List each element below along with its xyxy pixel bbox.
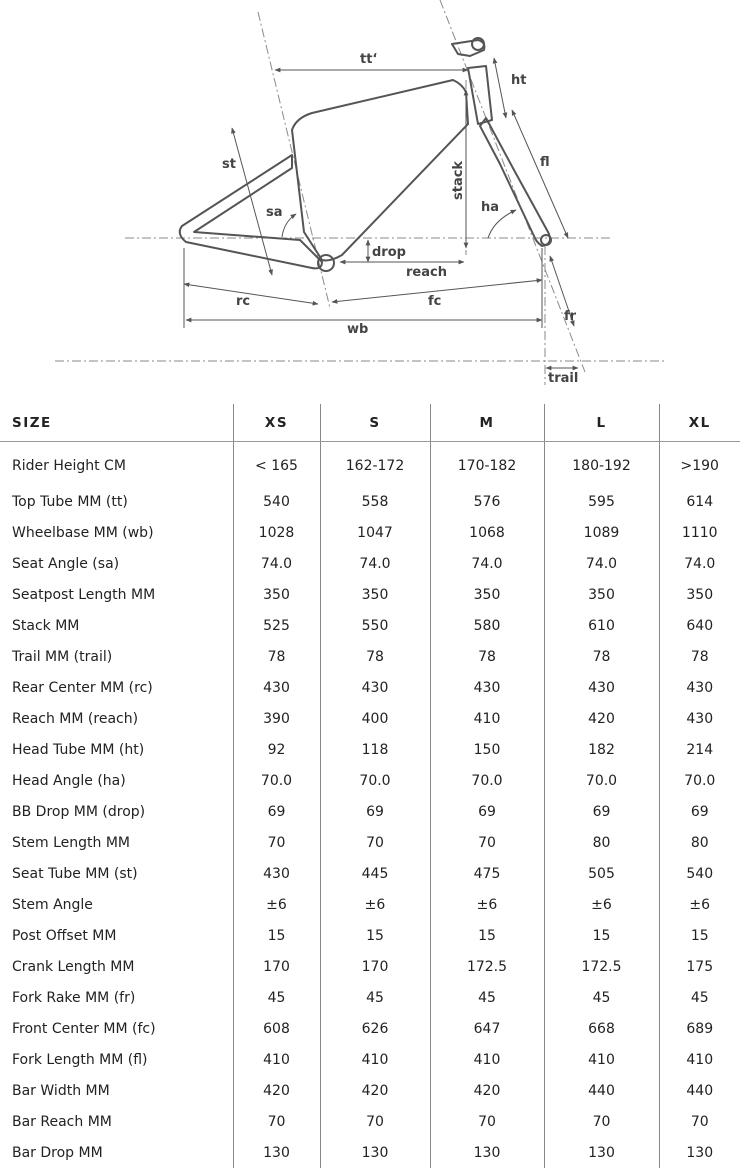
- row-label: Head Angle (ha): [0, 765, 233, 796]
- table-cell: 580: [430, 610, 544, 641]
- table-row: [0, 442, 740, 487]
- row-label: Bar Reach MM: [0, 1106, 233, 1137]
- table-cell: 170-182: [430, 442, 544, 487]
- row-label: Front Center MM (fc): [0, 1013, 233, 1044]
- stem: [452, 40, 484, 56]
- table-cell: 430: [659, 672, 740, 703]
- geometry-table-body: [0, 442, 740, 1168]
- table-cell: 390: [233, 703, 320, 734]
- table-row: [0, 765, 740, 796]
- table-cell: 15: [320, 920, 430, 951]
- table-cell: 420: [320, 1075, 430, 1106]
- row-label: Top Tube MM (tt): [0, 486, 233, 517]
- table-cell: 410: [320, 1044, 430, 1075]
- table-cell: 610: [544, 610, 659, 641]
- table-cell: 74.0: [544, 548, 659, 579]
- fc-label: fc: [428, 294, 441, 309]
- table-cell: 350: [544, 579, 659, 610]
- table-cell: 45: [233, 982, 320, 1013]
- table-cell: 150: [430, 734, 544, 765]
- table-cell: 80: [659, 827, 740, 858]
- table-cell: 668: [544, 1013, 659, 1044]
- table-cell: 180-192: [544, 442, 659, 487]
- stack-label: stack: [451, 161, 466, 200]
- table-cell: 45: [659, 982, 740, 1013]
- table-cell: 70: [233, 1106, 320, 1137]
- table-cell: 74.0: [659, 548, 740, 579]
- table-cell: 70.0: [233, 765, 320, 796]
- table-cell: 1110: [659, 517, 740, 548]
- table-cell: 15: [233, 920, 320, 951]
- table-cell: 214: [659, 734, 740, 765]
- row-label: Stem Angle: [0, 889, 233, 920]
- table-cell: 350: [320, 579, 430, 610]
- table-row: [0, 1013, 740, 1044]
- fl-label: fl: [540, 155, 550, 170]
- table-cell: 130: [659, 1137, 740, 1168]
- table-cell: 1047: [320, 517, 430, 548]
- table-row: [0, 703, 740, 734]
- rc-label: rc: [236, 294, 250, 309]
- table-cell: 45: [320, 982, 430, 1013]
- table-cell: >190: [659, 442, 740, 487]
- row-label: Reach MM (reach): [0, 703, 233, 734]
- size-m-header: M: [430, 404, 544, 442]
- table-cell: 595: [544, 486, 659, 517]
- row-label: Trail MM (trail): [0, 641, 233, 672]
- table-row: [0, 1075, 740, 1106]
- table-cell: 130: [233, 1137, 320, 1168]
- size-xs-header: XS: [233, 404, 320, 442]
- table-cell: 70.0: [544, 765, 659, 796]
- table-cell: 420: [544, 703, 659, 734]
- table-cell: 475: [430, 858, 544, 889]
- table-cell: 420: [430, 1075, 544, 1106]
- row-label: Bar Drop MM: [0, 1137, 233, 1168]
- table-cell: 505: [544, 858, 659, 889]
- table-cell: 15: [544, 920, 659, 951]
- table-cell: 525: [233, 610, 320, 641]
- row-label: Seatpost Length MM: [0, 579, 233, 610]
- table-cell: 350: [659, 579, 740, 610]
- table-cell: 74.0: [320, 548, 430, 579]
- row-label: Seat Angle (sa): [0, 548, 233, 579]
- row-label: BB Drop MM (drop): [0, 796, 233, 827]
- row-label: Seat Tube MM (st): [0, 858, 233, 889]
- table-cell: 182: [544, 734, 659, 765]
- trail-label: trail: [548, 371, 578, 386]
- table-cell: 430: [544, 672, 659, 703]
- table-cell: 410: [544, 1044, 659, 1075]
- row-label: Stack MM: [0, 610, 233, 641]
- table-cell: 410: [233, 1044, 320, 1075]
- table-cell: 45: [430, 982, 544, 1013]
- table-cell: 430: [233, 672, 320, 703]
- table-cell: 162-172: [320, 442, 430, 487]
- table-cell: 647: [430, 1013, 544, 1044]
- table-cell: 69: [659, 796, 740, 827]
- main-triangle: [292, 80, 468, 260]
- rc-dim-line: [184, 284, 318, 304]
- table-cell: 410: [659, 1044, 740, 1075]
- table-row: [0, 579, 740, 610]
- ht-label: ht: [511, 73, 526, 88]
- table-cell: 540: [659, 858, 740, 889]
- table-cell: 558: [320, 486, 430, 517]
- sa-label: sa: [266, 205, 283, 220]
- table-cell: 70: [320, 827, 430, 858]
- table-cell: 445: [320, 858, 430, 889]
- table-cell: 430: [320, 672, 430, 703]
- table-cell: 70: [430, 1106, 544, 1137]
- dimension-lines: [184, 58, 578, 368]
- table-cell: 440: [659, 1075, 740, 1106]
- table-row: [0, 920, 740, 951]
- row-label: Fork Length MM (fl): [0, 1044, 233, 1075]
- table-cell: 350: [233, 579, 320, 610]
- table-cell: 69: [430, 796, 544, 827]
- table-cell: 410: [430, 703, 544, 734]
- table-row: [0, 858, 740, 889]
- table-cell: 70: [233, 827, 320, 858]
- table-cell: 78: [544, 641, 659, 672]
- table-cell: 640: [659, 610, 740, 641]
- table-cell: 92: [233, 734, 320, 765]
- size-header: SIZE: [0, 404, 233, 442]
- table-cell: 614: [659, 486, 740, 517]
- table-row: [0, 1044, 740, 1075]
- size-l-header: L: [544, 404, 659, 442]
- geometry-diagram: [0, 0, 748, 400]
- table-row: [0, 796, 740, 827]
- reach-label: reach: [406, 265, 447, 280]
- head-tube: [468, 66, 492, 124]
- row-label: Crank Length MM: [0, 951, 233, 982]
- table-cell: 70: [544, 1106, 659, 1137]
- fr-label: fr: [564, 309, 577, 324]
- table-cell: 69: [320, 796, 430, 827]
- table-cell: 70: [320, 1106, 430, 1137]
- table-cell: 175: [659, 951, 740, 982]
- table-row: [0, 486, 740, 517]
- table-cell: 70: [430, 827, 544, 858]
- table-cell: 430: [659, 703, 740, 734]
- table-cell: 74.0: [233, 548, 320, 579]
- size-header-row: [0, 404, 740, 442]
- table-cell: 540: [233, 486, 320, 517]
- table-cell: ±6: [233, 889, 320, 920]
- table-cell: 1068: [430, 517, 544, 548]
- row-label: Fork Rake MM (fr): [0, 982, 233, 1013]
- table-cell: 130: [544, 1137, 659, 1168]
- table-cell: 78: [233, 641, 320, 672]
- table-cell: 430: [233, 858, 320, 889]
- row-label: Wheelbase MM (wb): [0, 517, 233, 548]
- table-cell: 74.0: [430, 548, 544, 579]
- table-cell: 410: [430, 1044, 544, 1075]
- table-cell: ±6: [430, 889, 544, 920]
- drop-label: drop: [372, 245, 406, 260]
- table-cell: 350: [430, 579, 544, 610]
- table-cell: 172.5: [544, 951, 659, 982]
- row-label: Rider Height CM: [0, 442, 233, 487]
- row-label: Post Offset MM: [0, 920, 233, 951]
- table-cell: 70: [659, 1106, 740, 1137]
- row-label: Rear Center MM (rc): [0, 672, 233, 703]
- wb-label: wb: [347, 322, 368, 337]
- table-cell: 45: [544, 982, 659, 1013]
- table-cell: 70.0: [320, 765, 430, 796]
- size-xl-header: XL: [659, 404, 740, 442]
- ht-dim-line: [494, 58, 506, 118]
- row-label: Head Tube MM (ht): [0, 734, 233, 765]
- table-cell: 430: [430, 672, 544, 703]
- table-cell: 550: [320, 610, 430, 641]
- table-cell: 1028: [233, 517, 320, 548]
- table-row: [0, 548, 740, 579]
- table-row: [0, 827, 740, 858]
- table-cell: 69: [233, 796, 320, 827]
- table-cell: ±6: [320, 889, 430, 920]
- table-cell: < 165: [233, 442, 320, 487]
- table-cell: 608: [233, 1013, 320, 1044]
- table-cell: 78: [430, 641, 544, 672]
- ha-label: ha: [481, 200, 499, 215]
- table-cell: ±6: [659, 889, 740, 920]
- table-cell: 172.5: [430, 951, 544, 982]
- table-cell: 118: [320, 734, 430, 765]
- table-cell: 80: [544, 827, 659, 858]
- table-row: [0, 1106, 740, 1137]
- table-row: [0, 1137, 740, 1168]
- row-label: Stem Length MM: [0, 827, 233, 858]
- table-cell: 170: [233, 951, 320, 982]
- table-cell: 78: [659, 641, 740, 672]
- table-cell: 15: [659, 920, 740, 951]
- st-label: st: [222, 157, 236, 172]
- table-cell: 70.0: [659, 765, 740, 796]
- bottom-bracket-icon: [318, 255, 334, 271]
- table-row: [0, 951, 740, 982]
- row-label: Bar Width MM: [0, 1075, 233, 1106]
- table-cell: ±6: [544, 889, 659, 920]
- table-cell: 70.0: [430, 765, 544, 796]
- table-cell: 420: [233, 1075, 320, 1106]
- table-row: [0, 610, 740, 641]
- geometry-table: [0, 404, 740, 1168]
- table-cell: 400: [320, 703, 430, 734]
- table-row: [0, 982, 740, 1013]
- table-cell: 626: [320, 1013, 430, 1044]
- table-cell: 15: [430, 920, 544, 951]
- sa-angle-arc: [282, 214, 296, 237]
- table-row: [0, 889, 740, 920]
- table-cell: 440: [544, 1075, 659, 1106]
- table-cell: 576: [430, 486, 544, 517]
- fork: [480, 118, 550, 246]
- size-s-header: S: [320, 404, 430, 442]
- table-cell: 1089: [544, 517, 659, 548]
- table-cell: 689: [659, 1013, 740, 1044]
- table-cell: 69: [544, 796, 659, 827]
- table-row: [0, 672, 740, 703]
- table-cell: 170: [320, 951, 430, 982]
- table-cell: 130: [430, 1137, 544, 1168]
- table-cell: 78: [320, 641, 430, 672]
- table-cell: 130: [320, 1137, 430, 1168]
- table-row: [0, 734, 740, 765]
- tt-label: tt‘: [360, 52, 377, 67]
- bike-frame: [180, 38, 551, 271]
- table-row: [0, 517, 740, 548]
- table-row: [0, 641, 740, 672]
